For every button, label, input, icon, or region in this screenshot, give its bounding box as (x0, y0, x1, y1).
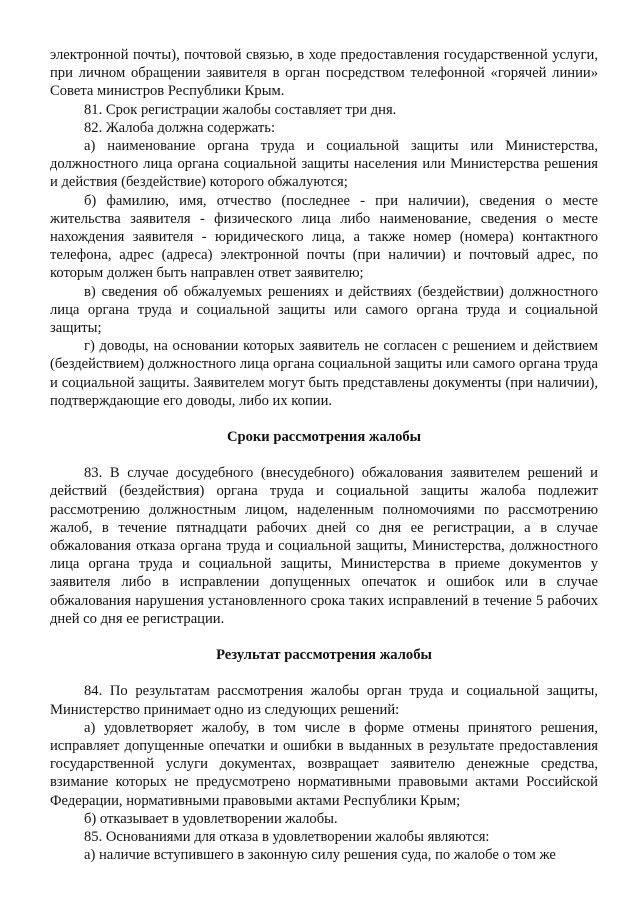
paragraph-83: 83. В случае досудебного (внесудебного) обжалования заявителем решений и действий (бездействия) органа труда и социальной защиты жалоба подлежит рассмотрению должностным лицом, наделенным полномочиями по рассмотрению жалоб, в течение пятнадцати рабочих дней со дня ее регистрации, а в случае обжалования отказа органа труда и социальной защиты, Министерства, должностного лица органа труда и социальной защиты, Министерства в приеме документов у заявителя либо в исправлении допущенных опечаток и ошибок или в случае обжалования нарушения установленного срока таких исправлений в течение 5 рабочих дней со дня ее регистрации. (50, 465, 598, 627)
spacer (50, 664, 598, 682)
paragraph-84: 84. По результатам рассмотрения жалобы орган труда и социальной защиты, Министерство принимает одно из следующих решений: (50, 683, 598, 718)
paragraph-84-b: б) отказывает в удовлетворении жалобы. (84, 810, 338, 827)
spacer (50, 410, 598, 428)
paragraph-82-a: а) наименование органа труда и социальной защиты или Министерства, должностного лица органа социальной защиты населения или Министерства решения и действия (бездействие) которого обжалуются; (50, 138, 598, 191)
paragraph-82-g: г) доводы, на основании которых заявитель не согласен с решением и действием (бездействием) должностного лица органа социальной защиты или самого органа труда и социальной защиты. Заявителем могут быть представлены документы (при наличии), подтверждающие его доводы, либо их копии. (50, 338, 598, 409)
paragraph-82-b: б) фамилию, имя, отчество (последнее - при наличии), сведения о месте жительства заявителя - физического лица либо наименование, сведения о месте нахождения заявителя - юридического лица, а также номер (номера) контактного телефона, адрес (адреса) электронной почты (при наличии) и почтовый адрес, по которым должен быть направлен ответ заявителю; (50, 192, 598, 282)
paragraph-84-a: а) удовлетворяет жалобу, в том числе в форме отмены принятого решения, исправляет допущенные опечатки и ошибки в выданных в результате предоставления государственной услуги документах, возвращает заявителю денежные средства, взимание которых не предусмотрено нормативными правовыми актами Российской Федерации, нормативными правовыми актами Республики Крым; (50, 719, 598, 809)
paragraph-85: 85. Основаниями для отказа в удовлетворении жалобы являются: (84, 828, 490, 845)
section-heading-terms: Сроки рассмотрения жалобы (226, 429, 422, 446)
section-heading-result: Результат рассмотрения жалобы (216, 647, 432, 664)
spacer (50, 446, 598, 464)
paragraph-82-v: в) сведения об обжалуемых решениях и действиях (бездействии) должностного лица органа труда и социальной защиты или самого органа труда и социальной защиты; (50, 283, 598, 337)
paragraph-81: 81. Срок регистрации жалобы составляет три дня. (84, 101, 397, 118)
paragraph-82: 82. Жалоба должна содержать: (84, 119, 275, 136)
paragraph-continuation: электронной почты), почтовой связью, в ходе предоставления государственной услуги, при личном обращении заявителя в орган посредством телефонной «горячей линии» Совета министров Республики Крым. (50, 47, 598, 100)
spacer (50, 628, 598, 646)
document-page (50, 46, 598, 864)
paragraph-85-a: а) наличие вступившего в законную силу решения суда, по жалобе о том же (84, 847, 556, 864)
